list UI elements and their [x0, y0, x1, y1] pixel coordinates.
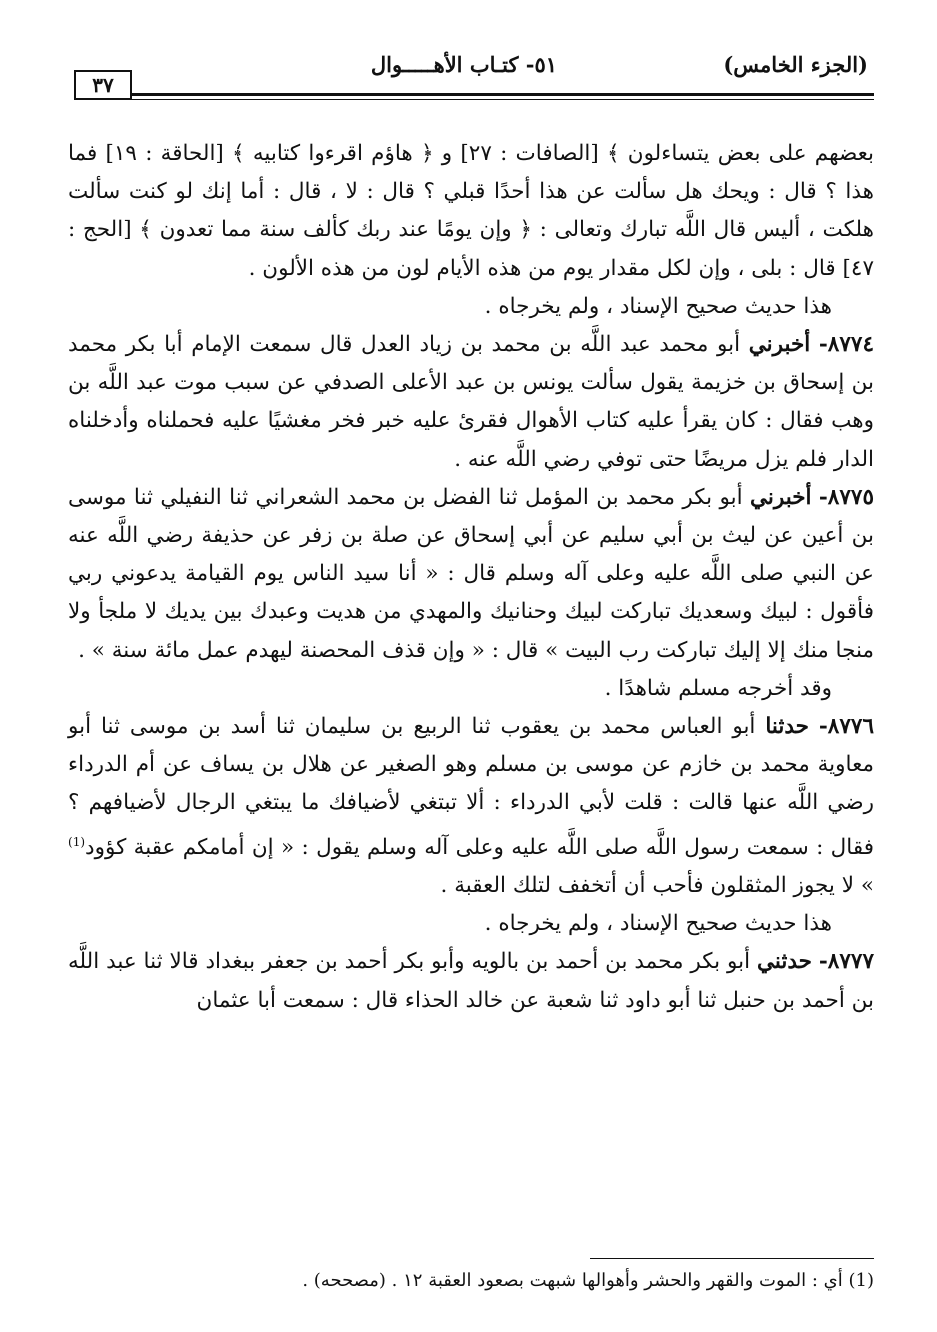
- hadith-text: أبو بكر محمد بن أحمد بن بالويه وأبو بكر أحمد بن جعفر ببغداد قالا ثنا عبد اللَّه بن أحمد بن حنبل ثنا أبو داود ثنا شعبة عن خالد الحذاء قال : سمعت أبا عثمان: [68, 949, 874, 1013]
- hadith-8776: [68, 708, 874, 905]
- volume-title: (الجزء الخامس): [723, 52, 868, 77]
- footnote-reference[interactable]: (1): [68, 834, 86, 849]
- page-header: [64, 44, 874, 108]
- main-text: [68, 135, 874, 1020]
- hadith-lead: حدثني: [756, 949, 812, 975]
- hadith-text-continued: » لا يجوز المثقلون فأحب أن أتخفف لتلك العقبة .: [440, 873, 874, 899]
- hadith-text: أبو محمد عبد اللَّه بن محمد بن زياد العدل قال سمعت الإمام أبا بكر محمد بن إسحاق بن خزيمة يقول سألت يونس بن عبد الأعلى الصدفي عن سبب موت عبد اللَّه بن وهب فقال : كان يقرأ عليه كتاب الأهوال فقرئ عليه خبر فخر مغشيًا عليه فحملناه وأدخلناه الدار فلم يزل مريضًا حتى توفي رضي اللَّه عنه .: [68, 332, 874, 472]
- header-rule-thin: [132, 99, 874, 100]
- hadith-number: ٨٧٧٧-: [818, 949, 874, 975]
- hadith-lead: أخبرني: [749, 484, 812, 510]
- paragraph: بعضهم على بعض يتساءلون ﴾ [الصافات : ٢٧] و ﴿ هاؤم اقرءوا كتابيه ﴾ [الحاقة : ١٩] فما هذا ؟ قال : ويحك هل سألت عن هذا أحدًا قبلي ؟ قال : لا ، قال : أما إنك لو كنت سألت هلكت ، أليس قال اللَّه تبارك وتعالى : ﴿ وإن يومًا عند ربك كألف سنة مما تعدون ﴾ [الحج : ٤٧] قال : بلى ، وإن لكل مقدار يوم من هذه الأيام لون من هذه الألون .: [68, 141, 874, 281]
- grading-note: هذا حديث صحيح الإسناد ، ولم يخرجاه .: [484, 911, 832, 937]
- chapter-title: ٥١- كتـاب الأهـــــوال: [370, 52, 558, 77]
- hadith-number: ٨٧٧٦-: [818, 714, 874, 740]
- footnote-divider: [590, 1258, 874, 1259]
- hadith-8774: [68, 326, 874, 479]
- grading-note: هذا حديث صحيح الإسناد ، ولم يخرجاه .: [484, 293, 832, 319]
- hadith-8777: [68, 943, 874, 1019]
- hadith-text: أبو بكر محمد بن المؤمل ثنا الفضل بن محمد الشعراني ثنا النفيلي ثنا موسى بن أعين عن ليث بن أبي سليم عن أبي إسحاق عن صلة بن زفر عن حذيفة رضي اللَّه عنه عن النبي صلى اللَّه عليه وعلى آله وسلم قال : « أنا سيد الناس يوم القيامة يدعوني ربي فأقول : لبيك وسعديك تباركت لبيك وحنانيك والمهدي من هديت وعبدك بين يديك لا ملجأ ولا منجا منك إلا إليك تباركت رب البيت » قال : « وإن قذف المحصنة ليهدم عمل مائة سنة » .: [68, 484, 874, 663]
- page-number: ٣٧: [74, 70, 132, 100]
- hadith-lead: أخبرني: [748, 332, 811, 358]
- hadith-8775: [68, 479, 874, 670]
- header-rule-thick: [132, 93, 874, 96]
- grading-note: وقد أخرجه مسلم شاهدًا .: [604, 675, 832, 701]
- hadith-lead: حدثنا: [765, 714, 809, 740]
- hadith-text: أبو العباس محمد بن يعقوب ثنا الربيع بن سليمان ثنا أسد بن موسى ثنا أبو معاوية محمد بن خازم عن موسى بن مسلم وهو الصغير عن هلال بن يساف عن أم الدرداء رضي اللَّه عنها قالت : قلت لأبي الدرداء : ألا تبتغي لأضيافك ما يبتغي الرجال لأضيافهم ؟ فقال : سمعت رسول اللَّه صلى اللَّه عليه وعلى آله وسلم يقول : « إن أمامكم عقبة كؤود: [68, 714, 874, 860]
- footnote: (1) أي : الموت والقهر والحشر وأهوالها شبهت بصعود العقبة ١٢ . (مصححه) .: [302, 1270, 874, 1291]
- hadith-number: ٨٧٧٥-: [818, 484, 874, 510]
- hadith-number: ٨٧٧٤-: [818, 332, 874, 358]
